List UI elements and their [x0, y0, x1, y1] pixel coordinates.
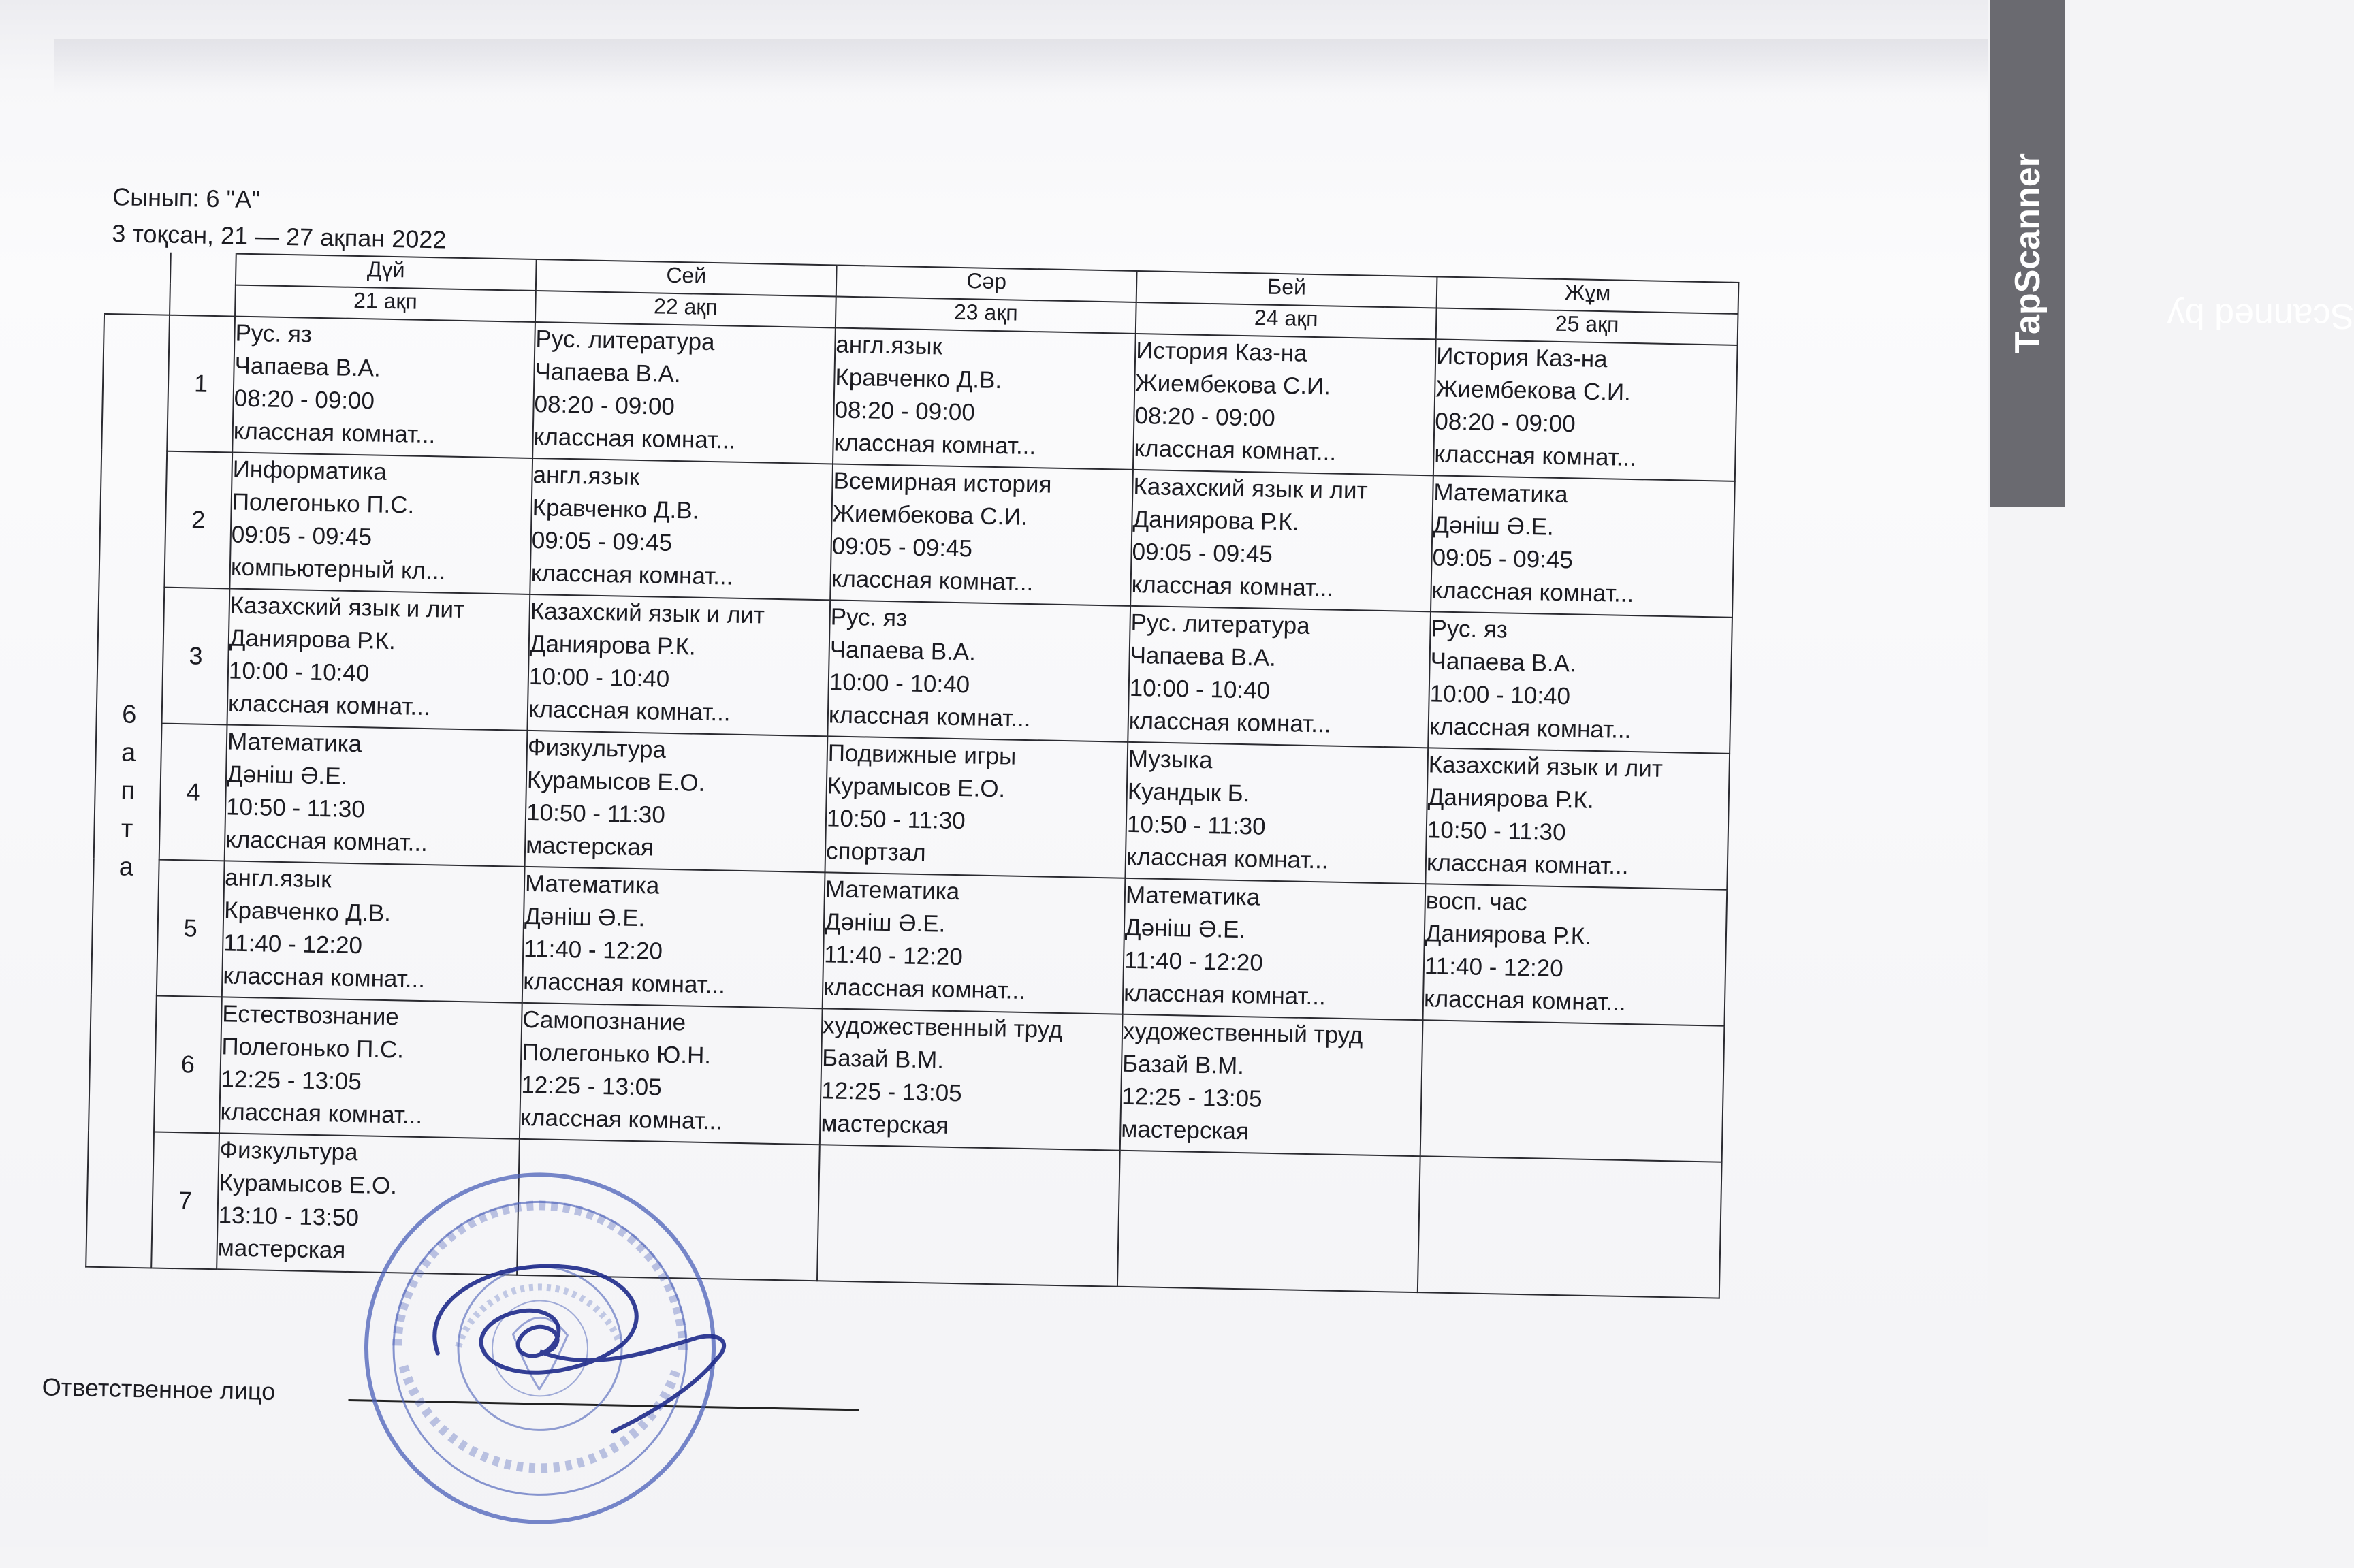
lesson-cell: [825, 736, 1128, 878]
week-label-char: а: [121, 738, 136, 767]
lesson-cell: [1433, 339, 1738, 481]
lesson-teacher: Чапаева В.А.: [234, 352, 381, 382]
lesson-room: классная комнат...: [1128, 707, 1331, 738]
lesson-cell: [219, 997, 522, 1138]
lesson-time: 12:25 - 13:05: [1121, 1083, 1262, 1113]
lesson-cell: [1123, 878, 1426, 1020]
lesson-subject: художественный труд: [822, 1012, 1063, 1044]
lesson-teacher: Дәніш Ә.Е.: [824, 908, 946, 938]
responsible-person-label: Ответственное лицо: [42, 1373, 276, 1405]
lesson-subject: Казахский язык и лит: [229, 592, 465, 624]
lesson-time: 10:50 - 11:30: [225, 793, 366, 823]
lesson-time: 10:00 - 10:40: [528, 662, 670, 692]
lesson-subject: англ.язык: [836, 331, 943, 360]
lesson-time: 10:50 - 11:30: [526, 799, 666, 829]
lesson-room: классная комнат...: [528, 695, 731, 726]
lesson-room: классная комнат...: [1429, 713, 1632, 744]
lesson-teacher: Чапаева В.А.: [829, 636, 976, 666]
lesson-cell: [1130, 470, 1433, 611]
lesson-time: 08:20 - 09:00: [1435, 408, 1576, 438]
lesson-number: 5: [157, 860, 225, 997]
lesson-cell: [1125, 742, 1428, 884]
lesson-cell: [1120, 1014, 1423, 1156]
lesson-time: 08:20 - 09:00: [1134, 402, 1276, 432]
lesson-room: мастерская: [525, 831, 654, 861]
lesson-subject: Информатика: [232, 455, 387, 485]
lesson-room: классная комнат...: [1431, 577, 1634, 608]
lesson-teacher: Полегонько П.С.: [232, 488, 415, 519]
day-date-1: 21 ақп: [235, 285, 536, 322]
lesson-cell: [222, 861, 525, 1002]
lesson-cell: [1420, 1020, 1725, 1162]
lesson-room: классная комнат...: [233, 417, 436, 449]
lesson-teacher: Курамысов Е.О.: [526, 766, 705, 797]
lesson-cell: [530, 458, 833, 600]
lesson-subject: Казахский язык и лит: [530, 597, 765, 629]
lesson-subject: Рус. яз: [235, 319, 313, 348]
lesson-subject: Физкультура: [527, 733, 667, 763]
lesson-room: классная комнат...: [533, 423, 736, 454]
day-name-4: Бей: [1136, 271, 1437, 308]
lesson-time: 08:20 - 09:00: [234, 385, 375, 415]
week-label-char: а: [118, 852, 134, 882]
lesson-cell: [527, 594, 830, 736]
lesson-number: 3: [162, 588, 230, 725]
lesson-cell: [532, 322, 836, 464]
lesson-time: 09:05 - 09:45: [231, 521, 372, 551]
lesson-teacher: Кравченко Д.В.: [223, 897, 392, 927]
lesson-subject: Рус. литература: [1130, 609, 1311, 639]
signature-scribble-icon: [409, 1217, 754, 1441]
lesson-teacher: Даниярова Р.К.: [229, 624, 396, 655]
lesson-teacher: Даниярова Р.К.: [529, 630, 697, 660]
lesson-cell: [820, 1008, 1123, 1150]
lesson-subject: Рус. литература: [535, 325, 715, 356]
lesson-time: 12:25 - 13:05: [821, 1077, 962, 1107]
lesson-cell: [833, 327, 1136, 469]
corner-cell-num: [170, 253, 236, 317]
lesson-room: спортзал: [825, 837, 927, 867]
day-date-5: 25 ақп: [1436, 308, 1738, 345]
lesson-time: 09:05 - 09:45: [1432, 544, 1574, 574]
lesson-subject: Математика: [524, 869, 660, 899]
lesson-room: классная комнат...: [1423, 985, 1627, 1016]
lesson-subject: Рус. яз: [1431, 615, 1508, 643]
lesson-time: 10:50 - 11:30: [1126, 810, 1266, 840]
lesson-time: 09:05 - 09:45: [1132, 538, 1273, 568]
lesson-time: 10:50 - 11:30: [826, 805, 966, 835]
lesson-teacher: Курамысов Е.О.: [827, 772, 1006, 803]
lesson-teacher: Базай В.М.: [821, 1044, 944, 1074]
lesson-room: классная комнат...: [1134, 434, 1337, 466]
lesson-subject: Самопознание: [522, 1006, 686, 1036]
lesson-room: классная комнат...: [225, 826, 428, 857]
lesson-subject: История Каз-на: [1435, 342, 1608, 373]
lesson-teacher: Жиембекова С.И.: [1135, 369, 1331, 400]
lesson-room: классная комнат...: [823, 974, 1026, 1005]
lesson-room: классная комнат...: [520, 1104, 723, 1135]
lesson-cell: [830, 464, 1133, 605]
lesson-teacher: Куандык Б.: [1127, 778, 1250, 807]
lesson-number: 7: [151, 1132, 219, 1269]
period-title: 3 тоқсан, 21 — 27 ақпан 2022: [111, 219, 447, 254]
week-label-char: т: [121, 814, 133, 844]
lesson-cell: [827, 600, 1130, 741]
lesson-time: 10:00 - 10:40: [1129, 674, 1271, 704]
lesson-subject: История Каз-на: [1135, 336, 1308, 367]
lesson-number: 2: [164, 451, 232, 589]
lesson-time: 12:25 - 13:05: [221, 1066, 362, 1095]
lesson-cell: [232, 317, 535, 458]
lesson-number: 6: [154, 996, 222, 1134]
lesson-room: компьютерный кл...: [230, 554, 446, 585]
lesson-room: классная комнат...: [1131, 571, 1334, 602]
lesson-room: мастерская: [821, 1110, 949, 1139]
lesson-cell: [1418, 1156, 1722, 1298]
tapscanner-watermark: [1990, 0, 2354, 507]
lesson-teacher: Дәніш Ә.Е.: [226, 761, 348, 790]
lesson-cell: [225, 724, 528, 866]
lesson-time: 12:25 - 13:05: [521, 1071, 663, 1101]
lesson-room: классная комнат...: [833, 429, 1036, 460]
lesson-subject: Естествознание: [221, 1000, 400, 1031]
lesson-number: 4: [159, 724, 227, 861]
day-date-2: 22 ақп: [535, 291, 836, 327]
lesson-room: классная комнат...: [530, 559, 733, 590]
lesson-cell: [522, 867, 825, 1008]
lesson-teacher: Чапаева В.А.: [535, 358, 682, 388]
lesson-teacher: Курамысов Е.О.: [219, 1169, 398, 1200]
lesson-time: 11:40 - 12:20: [823, 941, 964, 971]
lesson-subject: Математика: [227, 728, 362, 758]
day-date-3: 23 ақп: [836, 296, 1136, 333]
day-name-1: Дүй: [236, 254, 537, 291]
lesson-room: классная комнат...: [831, 565, 1034, 596]
day-name-3: Сәр: [836, 265, 1137, 302]
class-title: Сынып: 6 "А": [112, 182, 261, 214]
week-label-char: 6: [121, 700, 137, 729]
lesson-room: классная комнат...: [227, 690, 431, 721]
lesson-room: классная комнат...: [223, 962, 426, 993]
lesson-time: 09:05 - 09:45: [831, 532, 973, 562]
lesson-teacher: Жиембекова С.И.: [832, 500, 1028, 530]
lesson-room: классная комнат...: [828, 701, 1031, 733]
lesson-teacher: Полегонько П.С.: [221, 1033, 404, 1063]
lesson-teacher: Жиембекова С.И.: [1435, 375, 1632, 406]
lesson-teacher: Дәніш Ә.Е.: [1124, 914, 1246, 944]
lesson-subject: Физкультура: [219, 1136, 358, 1166]
lesson-cell: [227, 588, 530, 730]
lesson-cell: [1428, 611, 1732, 753]
lesson-subject: Музыка: [1128, 745, 1213, 774]
lesson-time: 11:40 - 12:20: [523, 935, 663, 965]
lesson-cell: [525, 731, 828, 872]
lesson-room: классная комнат...: [220, 1098, 423, 1130]
lesson-room: классная комнат...: [1123, 979, 1326, 1010]
lesson-subject: англ.язык: [532, 461, 640, 490]
lesson-teacher: Полегонько Ю.Н.: [521, 1038, 712, 1070]
lesson-room: классная комнат...: [522, 967, 726, 999]
lesson-cell: [817, 1145, 1120, 1286]
lesson-time: 10:00 - 10:40: [228, 657, 370, 687]
lesson-teacher: Чапаева В.А.: [1430, 647, 1577, 677]
lesson-number: 1: [167, 315, 235, 453]
week-label-char: п: [120, 776, 136, 805]
lesson-subject: Математика: [1433, 479, 1568, 509]
lesson-teacher: Дәніш Ә.Е.: [1433, 511, 1555, 541]
lesson-cell: [520, 1003, 823, 1145]
day-date-4: 24 ақп: [1136, 302, 1437, 339]
watermark-brand: TapScanner: [2008, 153, 2048, 353]
lesson-teacher: Даниярова Р.К.: [1427, 784, 1595, 814]
lesson-subject: Всемирная история: [833, 467, 1052, 498]
lesson-subject: Математика: [1125, 881, 1260, 911]
lesson-time: 11:40 - 12:20: [1124, 946, 1264, 976]
lesson-subject: Рус. яз: [830, 603, 908, 632]
lesson-cell: [1423, 884, 1728, 1025]
lesson-teacher: Дәніш Ә.Е.: [524, 902, 646, 932]
lesson-teacher: Чапаева В.А.: [1130, 641, 1277, 671]
timetable: [85, 251, 1739, 1299]
lesson-room: мастерская: [1120, 1115, 1250, 1145]
lesson-subject: Подвижные игры: [827, 739, 1017, 770]
day-name-5: Жұм: [1437, 276, 1739, 313]
lesson-teacher: Базай В.М.: [1122, 1050, 1245, 1080]
lesson-teacher: Кравченко Д.В.: [532, 494, 699, 524]
lesson-subject: англ.язык: [224, 864, 332, 893]
lesson-room: классная комнат...: [1434, 441, 1637, 472]
lesson-time: 10:00 - 10:40: [1429, 680, 1571, 710]
lesson-cell: [1128, 606, 1431, 748]
lesson-room: классная комнат...: [1126, 843, 1329, 874]
lesson-subject: Математика: [825, 876, 960, 906]
lesson-teacher: Даниярова Р.К.: [1425, 920, 1592, 950]
lesson-time: 13:10 - 13:50: [218, 1202, 360, 1232]
lesson-cell: [1133, 334, 1436, 475]
day-name-2: Сей: [536, 259, 837, 296]
lesson-time: 08:20 - 09:00: [534, 391, 675, 420]
lesson-cell: [1117, 1151, 1420, 1292]
lesson-subject: Казахский язык и лит: [1428, 751, 1664, 782]
lesson-cell: [823, 872, 1126, 1014]
lesson-time: 11:40 - 12:20: [223, 929, 363, 959]
lesson-teacher: Даниярова Р.К.: [1132, 505, 1299, 536]
lesson-room: классная комнат...: [1426, 849, 1629, 880]
lesson-cell: [1431, 475, 1735, 617]
lesson-teacher: Кравченко Д.В.: [835, 364, 1002, 394]
lesson-cell: [229, 453, 532, 594]
corner-cell: [104, 251, 171, 315]
lesson-time: 10:50 - 11:30: [1427, 816, 1566, 846]
lesson-subject: Казахский язык и лит: [1133, 473, 1368, 505]
lesson-cell: [1425, 748, 1730, 889]
lesson-subject: художественный труд: [1122, 1017, 1363, 1049]
lesson-room: мастерская: [217, 1234, 346, 1264]
watermark-prefix: Scanned by: [2167, 295, 2354, 336]
lesson-time: 10:00 - 10:40: [829, 669, 970, 699]
lesson-time: 08:20 - 09:00: [834, 396, 976, 426]
lesson-subject: восп. час: [1425, 887, 1527, 916]
lesson-time: 09:05 - 09:45: [531, 526, 673, 556]
lesson-time: 11:40 - 12:20: [1424, 953, 1564, 982]
